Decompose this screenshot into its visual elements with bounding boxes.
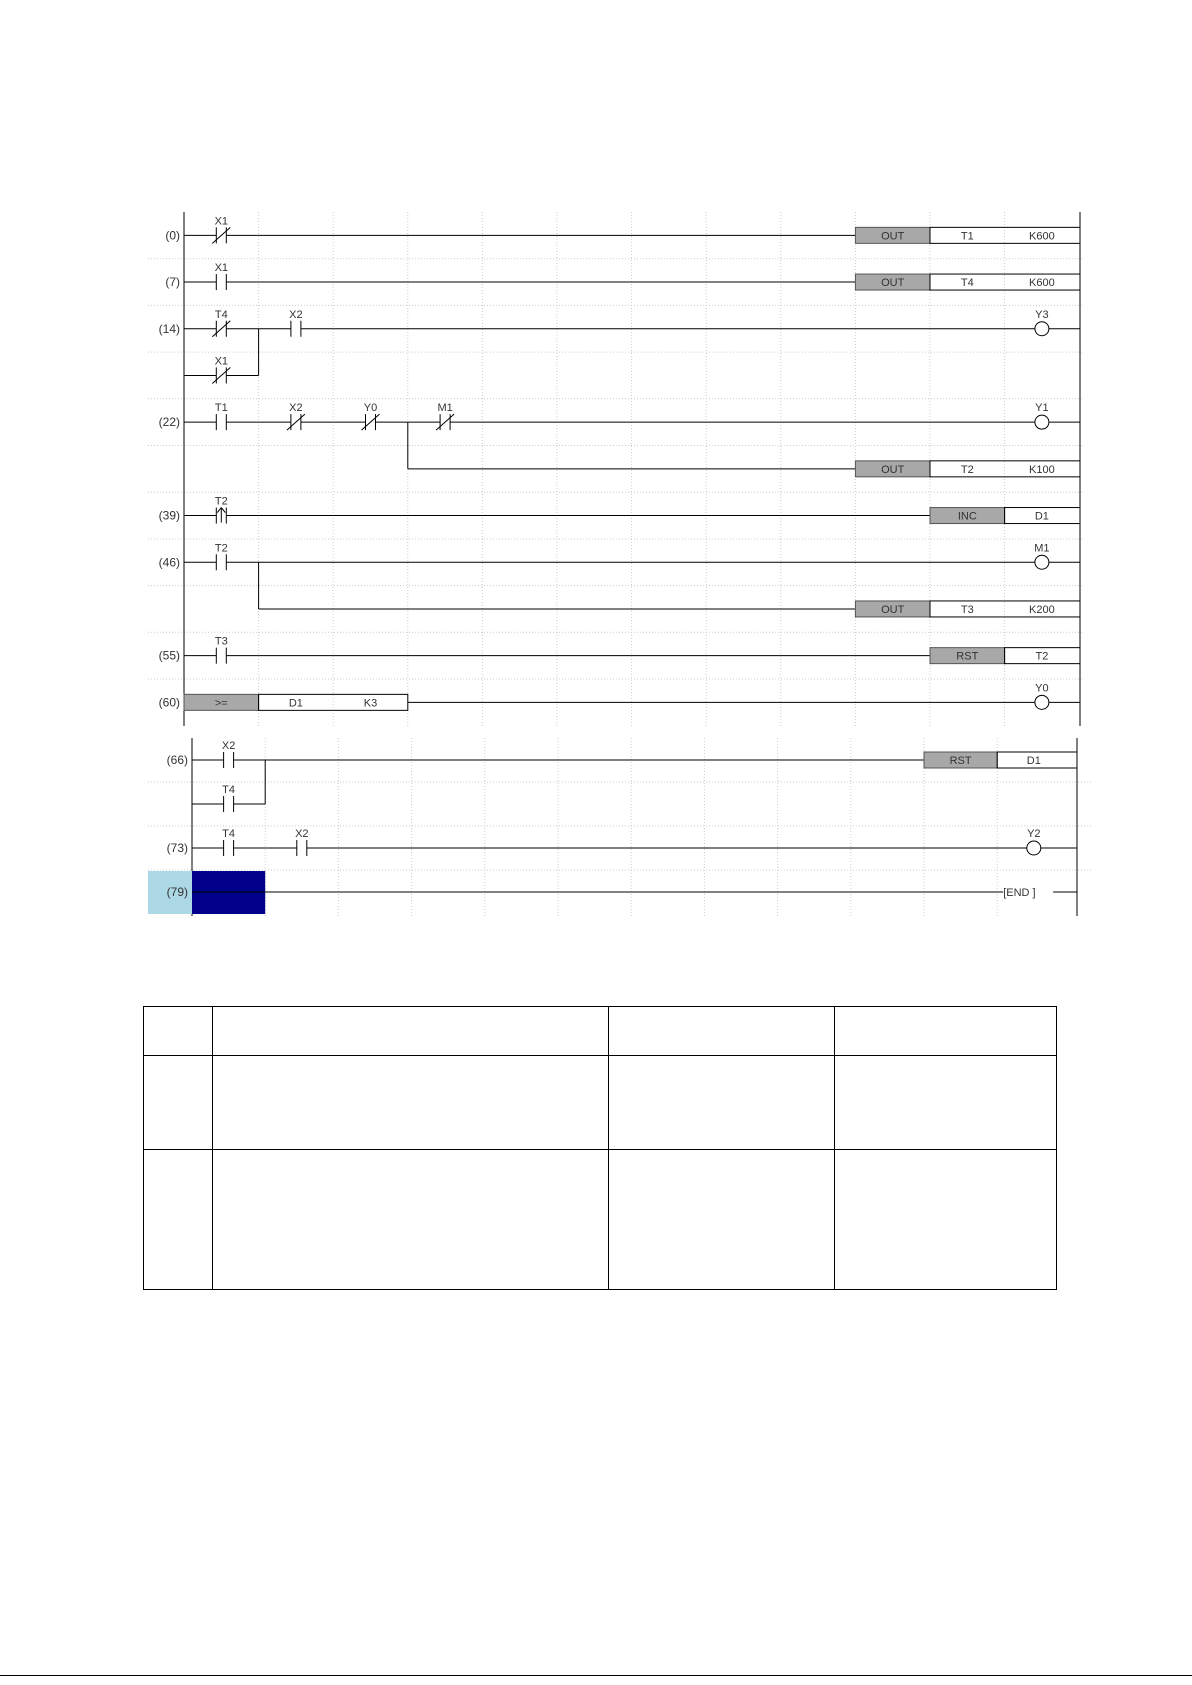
contact-device-label: X1: [214, 355, 229, 368]
instruction-operand: T4: [960, 277, 974, 290]
step-number: (46): [158, 555, 180, 570]
contact-device-label: X2: [221, 740, 236, 752]
step-number: (22): [158, 415, 180, 430]
contact-device-label: T2: [214, 495, 228, 508]
table-cell: [144, 1056, 213, 1150]
coil-device-label: Y1: [1035, 402, 1049, 415]
instruction-operand: T2: [1035, 650, 1049, 663]
instruction-operand: K600: [1029, 277, 1055, 290]
table-cell: [609, 1056, 835, 1150]
compare-operand: D1: [288, 697, 303, 710]
instruction-name: OUT: [881, 603, 905, 616]
table-cell: [835, 1056, 1057, 1150]
step-number: (66): [166, 753, 188, 767]
operand-box: [930, 461, 1080, 477]
contact-device-label: T2: [214, 542, 228, 555]
output-coil: [1035, 695, 1049, 709]
contact-device-label: T1: [214, 402, 228, 415]
instruction-name: OUT: [881, 230, 905, 243]
table-row: [144, 1150, 1057, 1290]
table-cell: [835, 1007, 1057, 1056]
instruction-operand: K200: [1029, 603, 1055, 616]
contact-device-label: X1: [214, 262, 229, 275]
contact-device-label: X2: [295, 828, 309, 840]
table-cell: [609, 1007, 835, 1056]
instruction-name: INC: [957, 510, 977, 523]
instruction-operand: K100: [1029, 463, 1055, 476]
coil-device-label: M1: [1034, 542, 1050, 555]
step-number: (14): [158, 321, 180, 336]
operand-box: [930, 227, 1080, 243]
instruction-operand: K600: [1029, 230, 1055, 243]
instruction-operand: T3: [960, 603, 974, 616]
coil-device-label: Y2: [1027, 828, 1041, 840]
step-number: (0): [165, 228, 180, 243]
step-number: (7): [165, 275, 180, 290]
output-coil: [1027, 841, 1041, 855]
contact-device-label: T3: [214, 635, 228, 648]
step-number: (79): [166, 885, 188, 899]
table-row: [144, 1007, 1057, 1056]
step-number: (39): [158, 508, 180, 523]
table-cell: [835, 1150, 1057, 1290]
instruction-operand: T1: [960, 230, 974, 243]
table-cell: [212, 1007, 609, 1056]
rising-arrow: [217, 508, 221, 513]
step-number: (73): [166, 841, 188, 855]
table-cell: [212, 1056, 609, 1150]
step-number: (60): [158, 695, 180, 710]
table-row: [144, 1056, 1057, 1150]
instruction-name: RST: [949, 755, 972, 767]
output-coil: [1035, 415, 1049, 429]
contact-device-label: Y0: [363, 402, 378, 415]
contact-device-label: X1: [214, 215, 229, 228]
table-cell: [609, 1150, 835, 1290]
output-coil: [1035, 322, 1049, 336]
end-instruction: [END ]: [1003, 887, 1036, 899]
instruction-name: OUT: [881, 277, 905, 290]
table-cell: [144, 1007, 213, 1056]
coil-device-label: Y3: [1035, 308, 1049, 321]
coil-device-label: Y0: [1035, 682, 1049, 695]
instruction-operand: T2: [960, 463, 974, 476]
table-cell: [212, 1150, 609, 1290]
table-cell: [144, 1150, 213, 1290]
contact-device-label: X2: [289, 308, 303, 321]
footer-rule: [0, 1675, 1192, 1676]
answer-table: [143, 1006, 1057, 1290]
instruction-operand: D1: [1026, 755, 1041, 767]
contact-device-label: T4: [214, 308, 228, 321]
instruction-name: OUT: [881, 463, 905, 476]
contact-device-label: M1: [437, 402, 453, 415]
ladder-diagram-lower: [148, 738, 1092, 916]
contact-device-label: T4: [222, 828, 236, 840]
ladder-diagram-upper: [148, 212, 1084, 726]
instruction-operand: D1: [1034, 510, 1049, 523]
compare-operand: K3: [363, 697, 378, 710]
compare-operator: >=: [214, 697, 228, 710]
contact-device-label: T4: [222, 784, 236, 796]
contact-device-label: X2: [289, 402, 303, 415]
output-coil: [1035, 555, 1049, 569]
rising-arrow: [221, 508, 225, 513]
step-number: (55): [158, 648, 180, 663]
instruction-name: RST: [956, 650, 979, 663]
